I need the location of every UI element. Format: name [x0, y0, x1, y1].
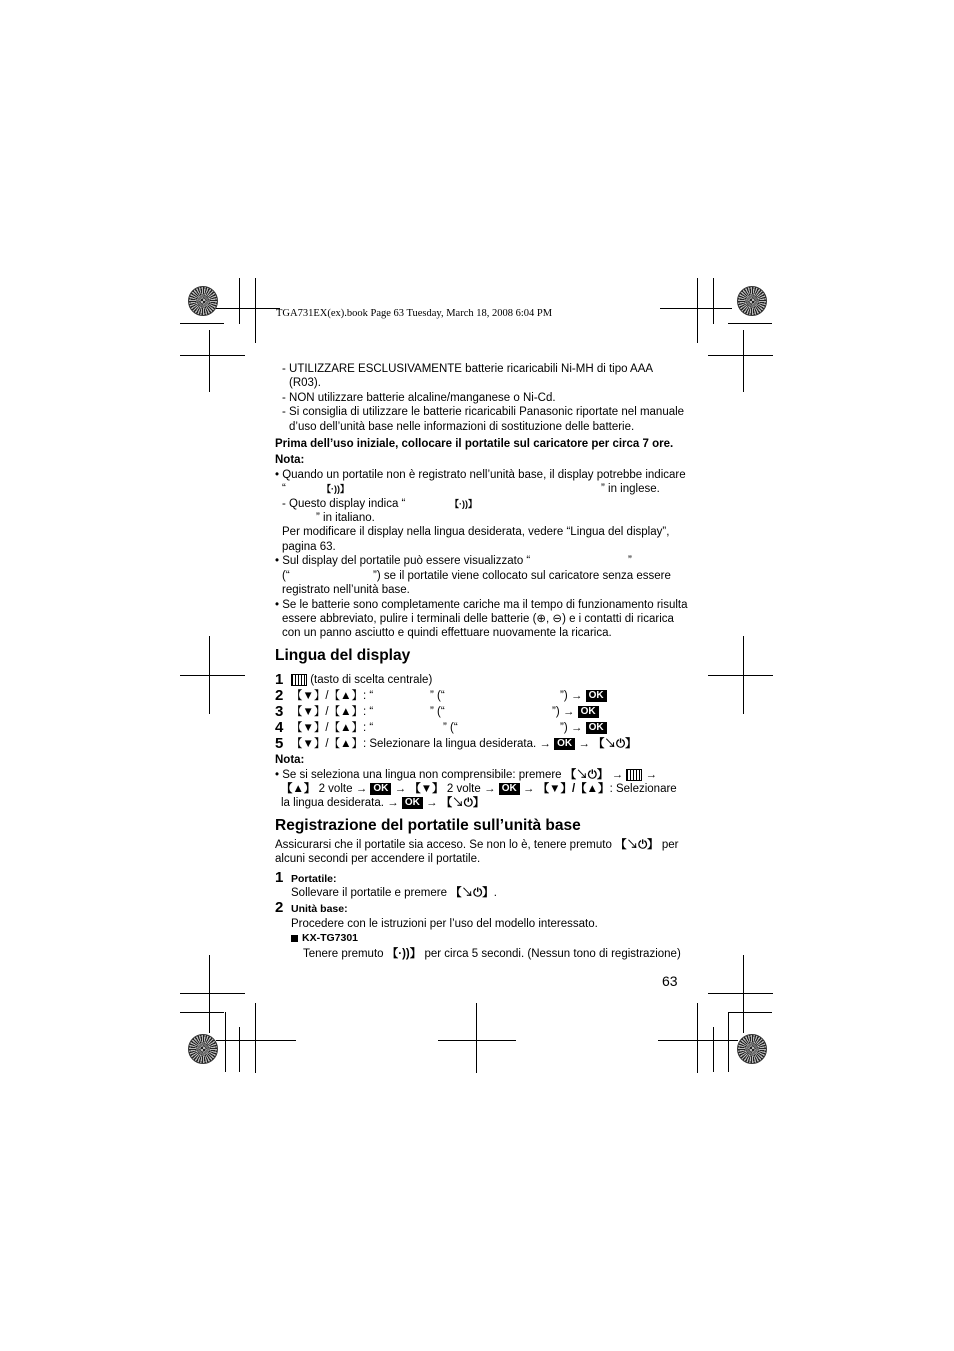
- menu-icon: [291, 674, 307, 686]
- reg-step2-title: Unità base:: [291, 903, 348, 915]
- note-2b: ”) se il portatile viene collocato sul caricatore senza essere: [373, 570, 671, 582]
- off-key-icon: 【↘⏻】: [450, 887, 494, 899]
- file-header: TGA731EX(ex).book Page 63 Tuesday, March 18, 2008 6:04 PM: [276, 308, 553, 319]
- nota-label-2: Nota:: [275, 754, 305, 766]
- reg-step2-text: Procedere con le istruzioni per l’uso del modello interessato.: [291, 918, 598, 930]
- ok-button-icon: OK: [370, 783, 391, 795]
- paging-key-icon: 【·))】: [386, 948, 422, 960]
- ok-button-icon: OK: [554, 738, 575, 750]
- off-key-icon: 【↘⏻】: [593, 738, 637, 750]
- note-3b: essere abbreviato, pulire i terminali delle batterie (⊕, ⊖) e i contatti di ricarica: [282, 613, 674, 625]
- paging-icon: 【·))】: [322, 484, 349, 494]
- step-3-mid: ” (“: [430, 706, 445, 718]
- step-number: 2: [275, 899, 284, 916]
- step-5: 【▼】/【▲】: Selezionare la lingua desiderata. → OK → 【↘⏻】: [291, 737, 637, 750]
- step-number: 1: [275, 671, 284, 688]
- note-3a: • Se le batterie sono completamente cariche ma il tempo di funzionamento risulta: [275, 599, 688, 611]
- note-1b-open: “: [282, 483, 286, 495]
- note-2b-open: (“: [282, 570, 290, 582]
- step-number: 3: [275, 703, 284, 720]
- note-2a: • Sul display del portatile può essere visualizzato “: [275, 555, 531, 567]
- page-number: 63: [662, 973, 678, 989]
- step-number: 4: [275, 719, 284, 736]
- step-2-end: ”) → OK: [560, 689, 607, 703]
- battery-note-1: - UTILIZZARE ESCLUSIVAMENTE batterie ricaricabili Ni-MH di tipo AAA: [282, 363, 654, 375]
- note-1f: pagina 63.: [282, 541, 336, 553]
- ok-button-icon: OK: [586, 690, 607, 702]
- step-number: 5: [275, 735, 284, 752]
- bullet-square: [291, 935, 298, 942]
- lingua-note-c: la lingua desiderata. → OK → 【↘⏻】: [281, 796, 485, 809]
- step-1: (tasto di scelta centrale): [291, 673, 432, 687]
- note-1a: • Quando un portatile non è registrato nell’unità base, il display potrebbe indicare: [275, 469, 686, 481]
- note-1d: ” in italiano.: [316, 512, 375, 524]
- model-text: Tenere premuto 【·))】 per circa 5 secondi. (Nessun tono di registrazione): [303, 948, 681, 960]
- off-key-icon: 【↘⏻】: [615, 839, 659, 851]
- step-number: 2: [275, 687, 284, 704]
- battery-note-3b: d’uso dell’unità base nelle informazioni di sostituzione delle batterie.: [289, 421, 635, 433]
- note-1e: Per modificare il display nella lingua desiderata, vedere “Lingua del display”,: [282, 526, 670, 538]
- reg-step1-text: Sollevare il portatile e premere 【↘⏻】.: [291, 887, 497, 899]
- section-title-registrazione: Registrazione del portatile sull’unità base: [275, 817, 581, 834]
- registration-rosette: [188, 1034, 218, 1064]
- lingua-note-b: 【▲】 2 volte → OK → 【▼】 2 volte → OK → 【▼】/【▲】: Selezionare: [281, 782, 677, 795]
- note-2a-close: ”: [628, 555, 632, 567]
- paging-icon: 【·))】: [450, 499, 477, 509]
- step-4-mid: ” (“: [443, 722, 458, 734]
- step-4-sel: 【▼】/【▲】: “: [291, 722, 374, 734]
- lingua-note-a: • Se si seleziona una lingua non comprensibile: premere 【↘⏻】 → →: [275, 769, 658, 781]
- model-name: KX-TG7301: [291, 931, 358, 945]
- step-3-end: ”) → OK: [552, 705, 599, 719]
- registration-rosette: [188, 286, 218, 316]
- note-1c: - Questo display indica “: [282, 498, 406, 510]
- note-2c: registrato nell’unità base.: [282, 584, 410, 596]
- section-title-lingua: Lingua del display: [275, 647, 411, 664]
- battery-note-2: - NON utilizzare batterie alcaline/manganese o Ni-Cd.: [282, 392, 556, 404]
- step-2-sel: 【▼】/【▲】: “: [291, 690, 374, 702]
- battery-note-1b: (R03).: [289, 377, 321, 389]
- reg-intro-a: Assicurarsi che il portatile sia acceso. Se non lo è, tenere premuto 【↘⏻】 per: [275, 839, 679, 851]
- nota-label: Nota:: [275, 454, 305, 466]
- reg-step1-title: Portatile:: [291, 873, 337, 885]
- note-1b-close: ” in inglese.: [601, 483, 660, 495]
- off-key-icon: 【↘⏻】: [440, 797, 485, 809]
- step-2-mid: ” (“: [430, 690, 445, 702]
- off-key-icon: 【↘⏻】: [564, 769, 609, 781]
- step-3-sel: 【▼】/【▲】: “: [291, 706, 374, 718]
- registration-rosette: [737, 286, 767, 316]
- note-3c: con un panno asciutto e quindi effettuare nuovamente la ricarica.: [282, 627, 612, 639]
- ok-button-icon: OK: [499, 783, 520, 795]
- step-number: 1: [275, 869, 284, 886]
- menu-icon: [626, 769, 642, 781]
- battery-note-3: - Si consiglia di utilizzare le batterie ricaricabili Panasonic riportate nel manuale: [282, 406, 685, 418]
- charge-notice: Prima dell’uso iniziale, collocare il portatile sul caricatore per circa 7 ore.: [275, 438, 674, 450]
- ok-button-icon: OK: [402, 797, 423, 809]
- ok-button-icon: OK: [586, 722, 607, 734]
- reg-intro-b: alcuni secondi per accendere il portatile.: [275, 853, 481, 865]
- step-4-end: ”) → OK: [560, 721, 607, 735]
- ok-button-icon: OK: [578, 706, 599, 718]
- registration-rosette: [737, 1034, 767, 1064]
